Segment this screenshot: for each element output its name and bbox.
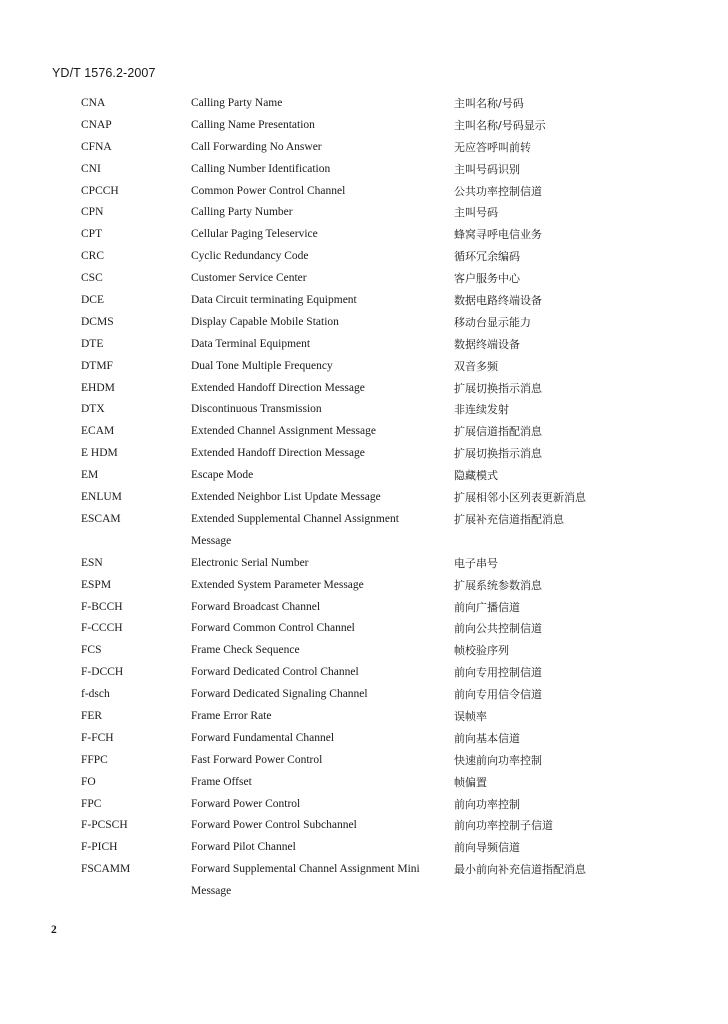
abbreviation-term: CRC xyxy=(81,250,105,263)
abbreviation-row xyxy=(0,837,728,859)
abbreviation-chinese: 扩展相邻小区列表更新消息 xyxy=(454,491,586,505)
abbreviation-english: Fast Forward Power Control xyxy=(191,753,323,766)
abbreviation-row xyxy=(0,597,728,619)
abbreviation-row xyxy=(0,662,728,684)
abbreviation-term: f-dsch xyxy=(81,688,110,701)
abbreviation-english: Dual Tone Multiple Frequency xyxy=(191,359,333,372)
abbreviation-term: F-CCCH xyxy=(81,622,123,635)
abbreviation-row xyxy=(0,421,728,443)
abbreviation-row xyxy=(0,553,728,575)
abbreviation-chinese: 扩展信道指配消息 xyxy=(454,425,542,439)
abbreviation-term: CSC xyxy=(81,272,103,285)
abbreviation-english: Forward Dedicated Signaling Channel xyxy=(191,688,368,701)
abbreviation-row xyxy=(0,859,728,903)
abbreviation-english: Frame Check Sequence xyxy=(191,644,300,657)
abbreviation-chinese: 非连续发射 xyxy=(454,403,509,417)
abbreviation-chinese: 前向广播信道 xyxy=(454,600,520,614)
abbreviation-english: Extended Handoff Direction Message xyxy=(191,447,365,460)
abbreviation-english: Extended Channel Assignment Message xyxy=(191,425,376,438)
abbreviation-term: DTMF xyxy=(81,359,113,372)
abbreviation-english: Forward Fundamental Channel xyxy=(191,731,335,744)
abbreviation-english: Forward Pilot Channel xyxy=(191,841,296,854)
abbreviation-term: CPT xyxy=(81,228,103,241)
abbreviation-english: Extended Neighbor List Update Message xyxy=(191,491,381,504)
abbreviation-term: DCE xyxy=(81,294,104,307)
abbreviation-row xyxy=(0,356,728,378)
abbreviation-term: F-PCSCH xyxy=(81,819,128,832)
abbreviation-term: DCMS xyxy=(81,315,114,328)
abbreviation-english: Extended Supplemental Channel Assignment Message xyxy=(191,512,399,547)
abbreviation-english: Forward Power Control xyxy=(191,797,301,810)
page-number: 2 xyxy=(51,924,57,936)
abbreviation-chinese: 主叫号码识别 xyxy=(454,162,520,176)
abbreviation-chinese: 无应答呼叫前转 xyxy=(454,140,531,154)
abbreviation-chinese: 数据终端设备 xyxy=(454,337,520,351)
abbreviation-english: Customer Service Center xyxy=(191,272,307,285)
abbreviation-row xyxy=(0,159,728,181)
abbreviation-chinese: 扩展补充信道指配消息 xyxy=(454,512,564,526)
abbreviation-english: Calling Number Identification xyxy=(191,162,331,175)
abbreviation-chinese: 前向公共控制信道 xyxy=(454,622,542,636)
abbreviation-chinese: 循环冗余编码 xyxy=(454,250,520,264)
abbreviation-english: Calling Party Number xyxy=(191,206,293,219)
abbreviation-term: CPN xyxy=(81,206,104,219)
abbreviation-english: Electronic Serial Number xyxy=(191,556,309,569)
abbreviation-english: Frame Offset xyxy=(191,775,252,788)
abbreviation-row xyxy=(0,268,728,290)
abbreviation-row xyxy=(0,312,728,334)
abbreviation-row xyxy=(0,706,728,728)
abbreviation-term: FCS xyxy=(81,644,102,657)
abbreviation-english: Call Forwarding No Answer xyxy=(191,140,322,153)
abbreviation-chinese: 前向功率控制子信道 xyxy=(454,819,553,833)
abbreviation-english: Extended Handoff Direction Message xyxy=(191,381,365,394)
abbreviation-chinese: 前向专用信令信道 xyxy=(454,688,542,702)
abbreviation-chinese: 主叫名称/号码显示 xyxy=(454,118,546,132)
abbreviation-term: F-FCH xyxy=(81,731,114,744)
abbreviation-row xyxy=(0,137,728,159)
abbreviation-chinese: 移动台显示能力 xyxy=(454,315,531,329)
abbreviation-english: Discontinuous Transmission xyxy=(191,403,322,416)
abbreviation-chinese: 前向导频信道 xyxy=(454,841,520,855)
abbreviation-english: Frame Error Rate xyxy=(191,709,272,722)
abbreviation-term: ENLUM xyxy=(81,491,122,504)
abbreviation-row xyxy=(0,443,728,465)
abbreviation-row xyxy=(0,399,728,421)
abbreviation-row xyxy=(0,728,728,750)
abbreviation-chinese: 前向专用控制信道 xyxy=(454,666,542,680)
abbreviation-english: Calling Name Presentation xyxy=(191,118,315,131)
abbreviation-chinese: 蜂窝寻呼电信业务 xyxy=(454,228,542,242)
abbreviation-row xyxy=(0,487,728,509)
abbreviation-term: FPC xyxy=(81,797,102,810)
abbreviation-chinese: 扩展切换指示消息 xyxy=(454,447,542,461)
abbreviation-term: DTE xyxy=(81,337,104,350)
abbreviation-row xyxy=(0,618,728,640)
abbreviation-row xyxy=(0,224,728,246)
abbreviation-row xyxy=(0,772,728,794)
abbreviation-chinese: 双音多频 xyxy=(454,359,498,373)
abbreviation-term: EHDM xyxy=(81,381,115,394)
abbreviation-chinese: 误帧率 xyxy=(454,709,487,723)
abbreviation-english: Common Power Control Channel xyxy=(191,184,346,197)
abbreviation-row xyxy=(0,794,728,816)
abbreviation-chinese: 隐藏模式 xyxy=(454,469,498,483)
abbreviation-term: CNAP xyxy=(81,118,112,131)
abbreviation-english: Cellular Paging Teleservice xyxy=(191,228,318,241)
abbreviation-term: F-DCCH xyxy=(81,666,124,679)
abbreviation-english: Display Capable Mobile Station xyxy=(191,315,339,328)
abbreviation-term: CNA xyxy=(81,97,106,109)
abbreviation-term: FO xyxy=(81,775,96,788)
abbreviation-chinese: 客户服务中心 xyxy=(454,272,520,286)
abbreviation-term: ESN xyxy=(81,556,103,569)
abbreviation-row xyxy=(0,815,728,837)
abbreviation-term: FFPC xyxy=(81,753,108,766)
abbreviation-term: CPCCH xyxy=(81,184,119,197)
abbreviation-term: CFNA xyxy=(81,140,112,153)
abbreviation-row xyxy=(0,378,728,400)
abbreviation-english: Forward Dedicated Control Channel xyxy=(191,666,359,679)
abbreviation-row xyxy=(0,93,728,115)
abbreviation-row xyxy=(0,509,728,553)
abbreviation-english: Data Circuit terminating Equipment xyxy=(191,294,357,307)
abbreviation-term: ECAM xyxy=(81,425,115,438)
abbreviation-row xyxy=(0,290,728,312)
abbreviation-row xyxy=(0,334,728,356)
abbreviation-chinese: 扩展切换指示消息 xyxy=(454,381,542,395)
abbreviation-english: Escape Mode xyxy=(191,469,254,482)
abbreviation-english: Forward Supplemental Channel Assignment Mini Message xyxy=(191,863,420,898)
abbreviation-term: EM xyxy=(81,469,99,482)
abbreviation-term: FSCAMM xyxy=(81,863,131,876)
abbreviation-chinese: 电子串号 xyxy=(454,556,498,570)
abbreviation-chinese: 最小前向补充信道指配消息 xyxy=(454,863,586,877)
abbreviation-chinese: 帧校验序列 xyxy=(454,644,509,658)
abbreviation-list xyxy=(0,93,728,903)
abbreviation-chinese: 帧偏置 xyxy=(454,775,487,789)
abbreviation-term: F-PICH xyxy=(81,841,118,854)
abbreviation-term: ESCAM xyxy=(81,512,121,525)
abbreviation-row xyxy=(0,750,728,772)
abbreviation-chinese: 公共功率控制信道 xyxy=(454,184,542,198)
abbreviation-chinese: 前向功率控制 xyxy=(454,797,520,811)
abbreviation-row xyxy=(0,684,728,706)
abbreviation-chinese: 扩展系统参数消息 xyxy=(454,578,542,592)
abbreviation-chinese: 主叫名称/号码 xyxy=(454,97,524,110)
abbreviation-english: Extended System Parameter Message xyxy=(191,578,364,591)
abbreviation-english: Calling Party Name xyxy=(191,97,283,109)
abbreviation-row xyxy=(0,640,728,662)
abbreviation-english: Forward Power Control Subchannel xyxy=(191,819,357,832)
abbreviation-row xyxy=(0,202,728,224)
abbreviation-chinese: 数据电路终端设备 xyxy=(454,294,542,308)
abbreviation-row xyxy=(0,115,728,137)
abbreviation-term: DTX xyxy=(81,403,105,416)
abbreviation-term: FER xyxy=(81,709,103,722)
abbreviation-term: ESPM xyxy=(81,578,112,591)
abbreviation-english: Forward Broadcast Channel xyxy=(191,600,321,613)
abbreviation-english: Forward Common Control Channel xyxy=(191,622,355,635)
abbreviation-chinese: 前向基本信道 xyxy=(454,731,520,745)
abbreviation-term: E HDM xyxy=(81,447,118,460)
abbreviation-english: Cyclic Redundancy Code xyxy=(191,250,309,263)
abbreviation-chinese: 快速前向功率控制 xyxy=(454,753,542,767)
abbreviation-chinese: 主叫号码 xyxy=(454,206,498,220)
abbreviation-row xyxy=(0,181,728,203)
abbreviation-row xyxy=(0,246,728,268)
abbreviation-term: F-BCCH xyxy=(81,600,123,613)
document-header: YD/T 1576.2-2007 xyxy=(52,66,156,80)
abbreviation-row xyxy=(0,465,728,487)
abbreviation-term: CNI xyxy=(81,162,101,175)
abbreviation-english: Data Terminal Equipment xyxy=(191,337,311,350)
abbreviation-row xyxy=(0,575,728,597)
